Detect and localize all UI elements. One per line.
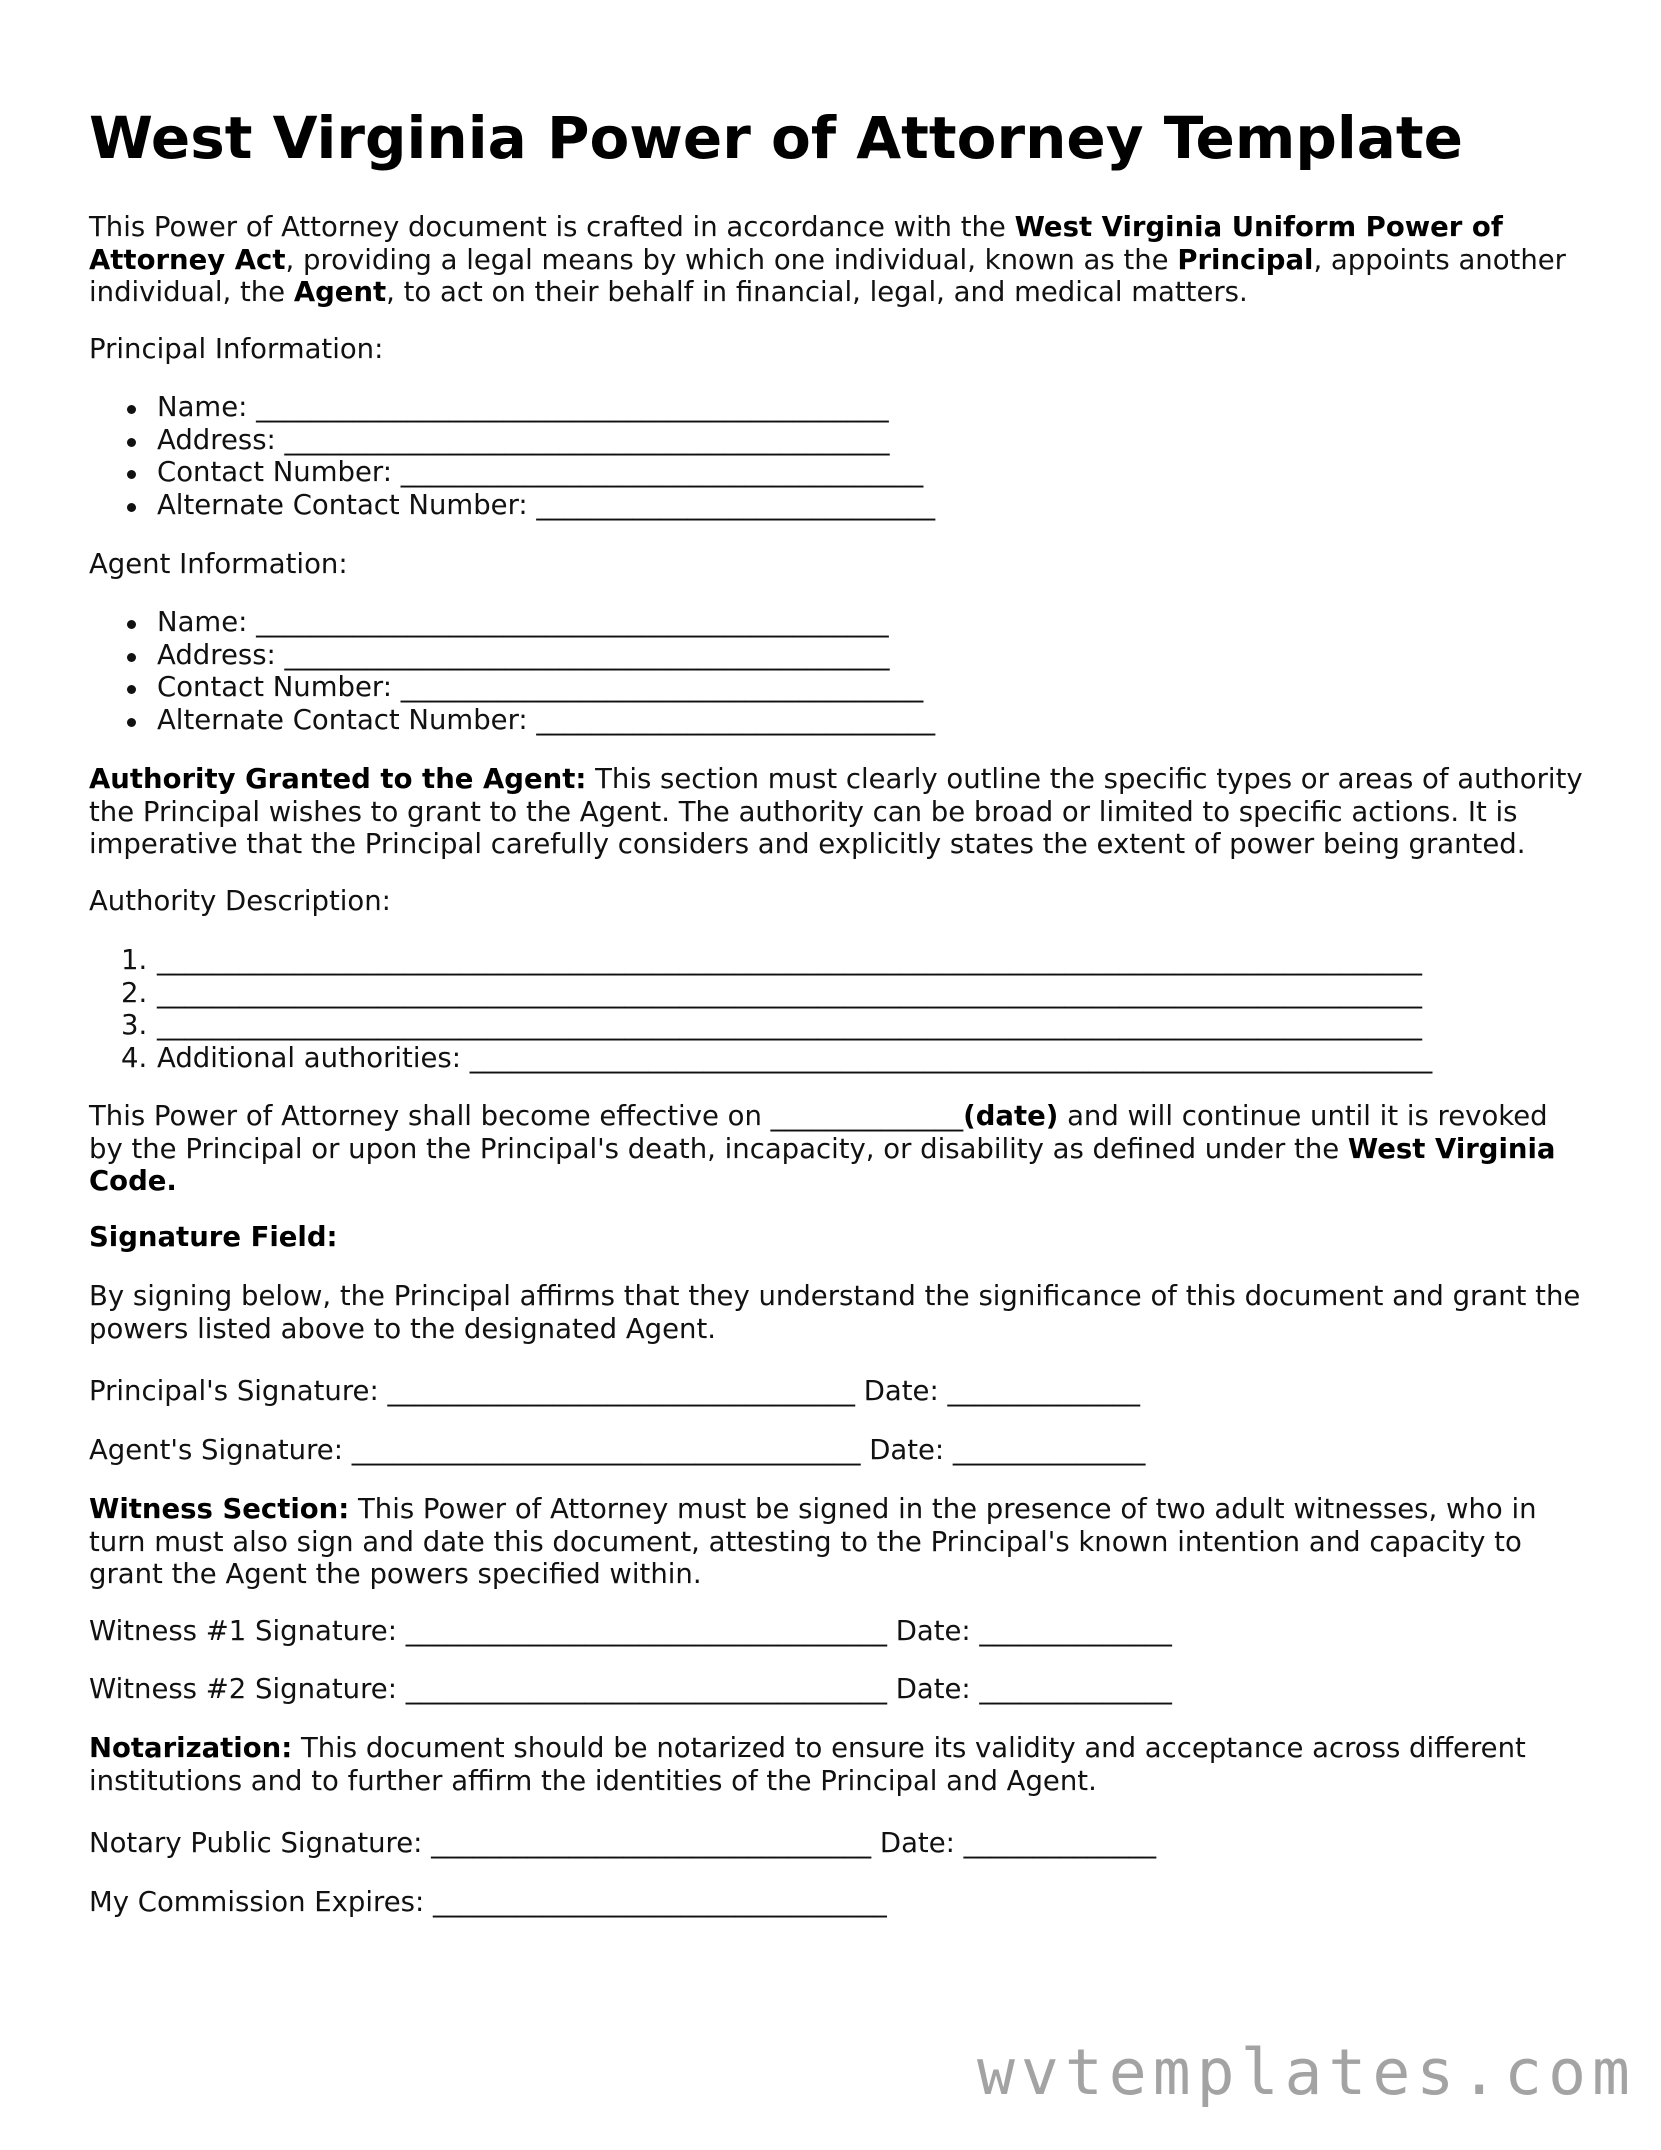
agent-alt-contact-field[interactable]: Alternate Contact Number: _____________________________ [89,704,1589,737]
agent-name-field[interactable]: Name: ______________________________________________ [89,606,1589,639]
intro-principal-term: Principal [1177,243,1314,276]
commission-expires-line[interactable]: My Commission Expires: _________________________________ [89,1886,887,1918]
intro-text-2: , providing a legal means by which one individual, known as the [285,243,1178,276]
agent-contact-field[interactable]: Contact Number: ______________________________________ [89,671,1589,704]
principal-contact-field[interactable]: Contact Number: ______________________________________ [89,456,1589,489]
notary-signature-line[interactable]: Notary Public Signature: ________________________________ Date: ______________ [89,1827,1157,1859]
authority-item-additional[interactable]: 4. Additional authorities: ______________________________________________________________________ [121,1041,1433,1074]
authority-text: This section must clearly outline the specific types or areas of authority the Principal wishes to grant to the Agent. The authority can be broad or limited to specific actions. It is imperative that the Principal carefully considers and explicitly states the extent of power being granted. [89,763,1583,860]
authority-description-list [89,944,1589,1074]
authority-item-3[interactable]: 3. ____________________________________________________________________________________________ [121,1009,1422,1041]
effective-date-paragraph [89,1100,1589,1198]
authority-item-2[interactable]: 2. ____________________________________________________________________________________________ [121,976,1422,1009]
agent-info-heading: Agent Information: [89,548,348,580]
authority-paragraph [89,763,1589,861]
principal-signature-line[interactable]: Principal's Signature: __________________________________ Date: ______________ [89,1375,1140,1407]
principal-info-list [89,391,1589,521]
agent-info-list [89,606,1589,736]
notarization-text: This document should be notarized to ensure its validity and acceptance across different institutions and to further affirm the identities of the Principal and Agent. [89,1732,1526,1797]
authority-item-1[interactable]: 1. ____________________________________________________________________________________________ [121,944,1422,976]
effective-text-1: This Power of Attorney shall become effective on [89,1100,771,1132]
notarization-paragraph [89,1732,1589,1797]
effective-text-2: and will continue until it is revoked by the Principal or upon the Principal's death, incapacity, or disability as defined under the [89,1100,1548,1165]
agent-address-field[interactable]: Address: ____________________________________________ [89,639,1589,672]
intro-text-4: , to act on their behalf in financial, legal, and medical matters. [386,276,1248,308]
watermark-logo: wvtemplates.com [977,2036,1636,2109]
page-title: West Virginia Power of Attorney Template [89,104,1463,172]
principal-address-field[interactable]: Address: ____________________________________________ [89,424,1589,457]
principal-alt-contact-field[interactable]: Alternate Contact Number: _____________________________ [89,489,1589,522]
intro-text-1: This Power of Attorney document is crafted in accordance with the [89,211,1015,243]
witness-2-signature-line[interactable]: Witness #2 Signature: ___________________________________ Date: ______________ [89,1673,1172,1705]
agent-signature-line[interactable]: Agent's Signature: _____________________________________ Date: ______________ [89,1434,1146,1466]
signature-intro: By signing below, the Principal affirms that they understand the significance of this document and grant the powers listed above to the designated Agent. [89,1280,1581,1345]
principal-name-field[interactable]: Name: ______________________________________________ [89,391,1589,424]
notarization-label: Notarization: [89,1732,293,1764]
intro-text-3: , appoints another individual, the [89,243,1566,308]
intro-agent-term: Agent [293,276,387,308]
authority-label: Authority Granted to the Agent: [89,763,587,795]
signature-heading: Signature Field: [89,1221,338,1253]
witness-label: Witness Section: [89,1493,350,1525]
intro-paragraph [89,211,1589,309]
effective-code-name: West Virginia Code. [89,1132,1556,1197]
intro-act-name: West Virginia Uniform Power of Attorney Act [89,211,1503,276]
effective-date-field[interactable]: ______________ [770,1100,964,1132]
authority-description-heading: Authority Description: [89,885,391,917]
witness-paragraph [89,1493,1589,1591]
effective-date-label: (date) [963,1100,1059,1132]
witness-text: This Power of Attorney must be signed in the presence of two adult witnesses, who in turn must also sign and date this document, attesting to the Principal's known intention and capacity to grant the Agent the powers specified within. [89,1493,1537,1590]
principal-info-heading: Principal Information: [89,333,384,365]
witness-1-signature-line[interactable]: Witness #1 Signature: ___________________________________ Date: ______________ [89,1615,1172,1647]
